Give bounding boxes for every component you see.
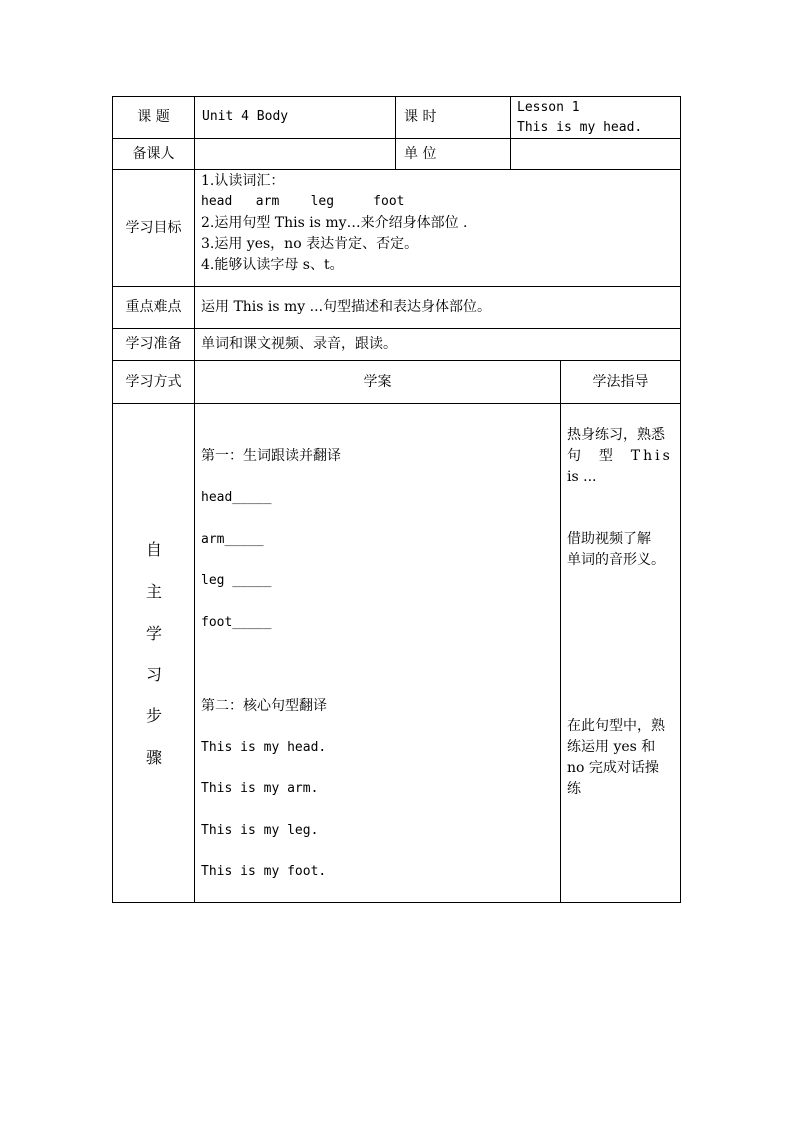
objective-line-3: 2.运用句型 This is my…来介绍身体部位 . — [201, 215, 468, 231]
guide-note-video-1: 借助视频了解 — [567, 531, 651, 547]
unit-label: 单 位 — [404, 146, 437, 162]
objective-line-5: 4.能够认读字母 s、t。 — [201, 257, 344, 273]
row-divider — [112, 403, 681, 404]
table-border-right — [680, 96, 681, 903]
column-divider — [194, 96, 195, 903]
column-divider — [395, 96, 396, 170]
column-divider — [510, 96, 511, 170]
sentence-head: This is my head. — [201, 740, 327, 755]
key-points-label: 重点难点 — [125, 299, 182, 315]
section-2-title: 第二：核心句型翻译 — [201, 698, 327, 714]
guide-note-warmup-1: 热身练习，熟悉 — [567, 427, 665, 443]
side-char: 步 — [145, 706, 162, 725]
key-points-value: 运用 This is my ...句型描述和表达身体部位。 — [201, 299, 492, 315]
topic-label: 课 题 — [137, 109, 170, 125]
preparation-value: 单词和课文视频、录音，跟读。 — [201, 336, 397, 352]
guide-note-practice-3: no 完成对话操 — [567, 760, 659, 776]
section-1-title: 第一：生词跟读并翻译 — [201, 448, 341, 464]
row-divider — [112, 138, 681, 139]
word-blank-foot: foot_____ — [201, 615, 272, 630]
column-divider — [560, 360, 561, 903]
guide-note-warmup-2: 句 型 This — [567, 448, 673, 464]
side-char: 学 — [145, 624, 162, 643]
guide-header: 学法指导 — [592, 374, 649, 390]
word-blank-arm: arm_____ — [201, 532, 264, 547]
guide-note-practice-2: 练运用 yes 和 — [567, 739, 656, 755]
plan-header: 学案 — [363, 374, 392, 390]
word-blank-leg: leg _____ — [201, 573, 272, 588]
topic-value: Unit 4 Body — [202, 109, 289, 124]
objective-line-4: 3.运用 yes，no 表达肯定、否定。 — [201, 236, 419, 252]
side-char: 自 — [145, 540, 162, 559]
side-char: 习 — [145, 665, 162, 684]
objective-line-2: head arm leg foot — [201, 194, 405, 209]
table-border-top — [112, 96, 681, 97]
side-char: 骤 — [145, 748, 162, 767]
row-divider — [112, 286, 681, 287]
guide-note-warmup-3: is ... — [567, 469, 597, 485]
guide-note-practice-4: 练 — [567, 781, 581, 797]
row-divider — [112, 328, 681, 329]
row-divider — [112, 360, 681, 361]
row-divider — [112, 169, 681, 170]
objectives-label: 学习目标 — [125, 220, 182, 236]
table-border-bottom — [112, 902, 681, 903]
preparer-label: 备课人 — [132, 146, 175, 162]
objective-line-1: 1.认读词汇： — [201, 173, 285, 189]
sentence-foot: This is my foot. — [201, 864, 327, 879]
guide-note-video-2: 单词的音形义。 — [567, 552, 665, 568]
guide-note-practice-1: 在此句型中，熟 — [567, 718, 665, 734]
lesson-line-2: This is my head. — [517, 120, 643, 135]
side-char: 主 — [145, 582, 162, 601]
preparation-label: 学习准备 — [125, 336, 182, 352]
sentence-arm: This is my arm. — [201, 781, 319, 796]
lesson-line-1: Lesson 1 — [517, 100, 580, 115]
period-label: 课 时 — [404, 109, 437, 125]
word-blank-head: head_____ — [201, 490, 272, 505]
sentence-leg: This is my leg. — [201, 823, 319, 838]
method-label: 学习方式 — [125, 374, 182, 390]
